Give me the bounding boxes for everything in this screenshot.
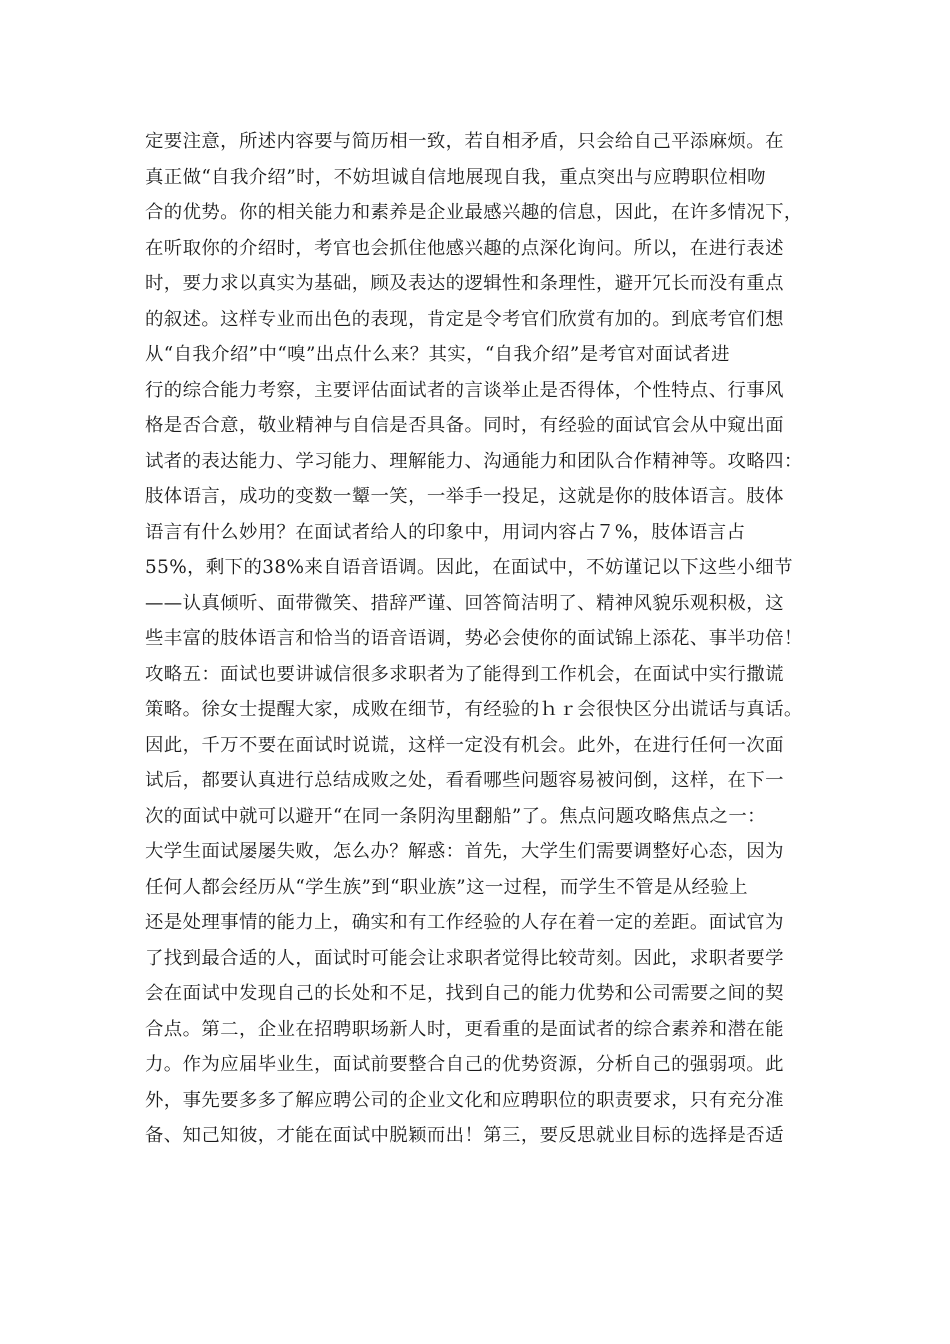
- text-line: 合的优势。你的相关能力和素养是企业最感兴趣的信息，因此，在许多情况下，: [145, 202, 803, 223]
- text-line: 格是否合意，敬业精神与自信是否具备。同时，有经验的面试官会从中窥出面: [145, 415, 784, 436]
- text-line: 55%，剩下的38%来自语音语调。因此，在面试中，不妨谨记以下这些小细节: [145, 557, 793, 578]
- text-line: 任何人都会经历从“学生族”到“职业族”这一过程，而学生不管是从经验上: [145, 876, 748, 898]
- text-line: 在听取你的介绍时，考官也会抓住他感兴趣的点深化询问。所以，在进行表述: [145, 237, 784, 259]
- text-line: 还是处理事情的能力上，确实和有工作经验的人存在着一定的差距。面试官为: [145, 912, 784, 933]
- text-line: 备、知己知彼，才能在面试中脱颖而出！第三，要反思就业目标的选择是否适: [145, 1125, 784, 1146]
- text-line: 肢体语言，成功的变数一颦一笑，一举手一投足，这就是你的肢体语言。肢体: [145, 486, 784, 507]
- text-line: 力。作为应届毕业生，面试前要整合自己的优势资源，分析自己的强弱项。此: [145, 1054, 784, 1075]
- text-line: 了找到最合适的人，面试时可能会让求职者觉得比较苛刻。因此，求职者要学: [145, 947, 784, 969]
- text-line: 真正做“自我介绍”时，不妨坦诚自信地展现自我，重点突出与应聘职位相吻: [145, 166, 766, 188]
- text-line: 定要注意，所述内容要与简历相一致，若自相矛盾，只会给自己平添麻烦。在: [145, 131, 784, 152]
- text-line: ——认真倾听、面带微笑、措辞严谨、回答简洁明了、精神风貌乐观积极，这: [145, 592, 784, 614]
- text-line: 因此，千万不要在面试时说谎，这样一定没有机会。此外，在进行任何一次面: [145, 734, 784, 756]
- text-line: 试者的表达能力、学习能力、理解能力、沟通能力和团队合作精神等。攻略四：: [145, 450, 803, 472]
- text-line: 语言有什么妙用？在面试者给人的印象中，用词内容占７%，肢体语言占: [145, 521, 746, 543]
- text-line: 攻略五：面试也要讲诚信很多求职者为了能得到工作机会，在面试中实行撒谎: [145, 663, 784, 685]
- text-line: 会在面试中发现自己的长处和不足，找到自己的能力优势和公司需要之间的契: [145, 983, 784, 1004]
- text-line: 合点。第二，企业在招聘职场新人时，更看重的是面试者的综合素养和潜在能: [145, 1018, 784, 1040]
- text-line: 外，事先要多多了解应聘公司的企业文化和应聘职位的职责要求，只有充分准: [145, 1089, 784, 1111]
- text-line: 的叙述。这样专业而出色的表现，肯定是令考官们欣赏有加的。到底考官们想: [145, 308, 784, 330]
- text-line: 行的综合能力考察，主要评估面试者的言谈举止是否得体，个性特点、行事风: [145, 379, 784, 401]
- text-line: 次的面试中就可以避开“在同一条阴沟里翻船”了。焦点问题攻略焦点之一：: [145, 805, 766, 827]
- text-line: 从“自我介绍”中“嗅”出点什么来？其实，“自我介绍”是考官对面试者进: [145, 344, 730, 365]
- text-line: 试后，都要认真进行总结成败之处，看看哪些问题容易被问倒，这样，在下一: [145, 770, 784, 791]
- text-line: 些丰富的肢体语言和恰当的语音语调，势必会使你的面试锦上添花、事半功倍！: [145, 628, 803, 649]
- text-line: 大学生面试屡屡失败，怎么办？解惑：首先，大学生们需要调整好心态，因为: [145, 841, 784, 862]
- body-text: [145, 124, 805, 1154]
- text-line: 时，要力求以真实为基础，顾及表达的逻辑性和条理性，避开冗长而没有重点: [145, 273, 784, 294]
- text-line: 策略。徐女士提醒大家，成败在细节，有经验的ｈｒ会很快区分出谎话与真话。: [145, 699, 803, 720]
